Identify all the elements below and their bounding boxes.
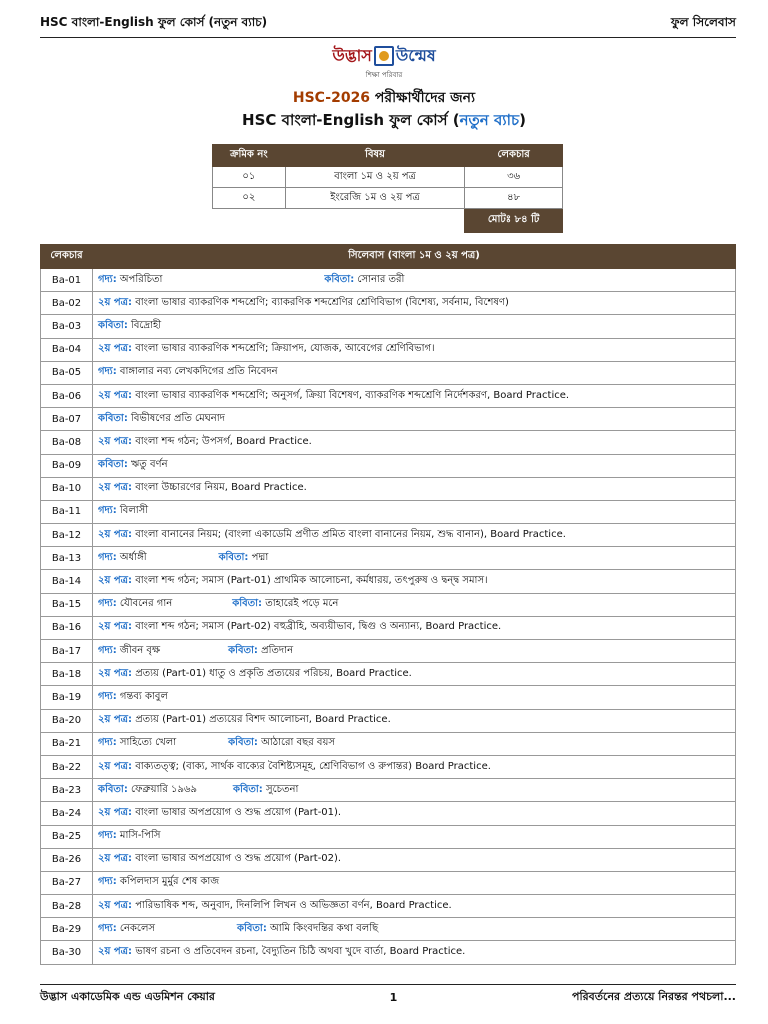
topic-text: ভাষণ রচনা ও প্রতিবেদন রচনা, বৈদ্যুতিন চিঠি অথবা খুদে বার্তা, Board Practice. bbox=[132, 946, 466, 958]
summary-serial: ০১ bbox=[213, 167, 286, 188]
syllabus-col-lecture: লেকচার bbox=[41, 245, 93, 269]
topic-type-label: কবিতা: bbox=[98, 412, 128, 424]
topic-type-label: কবিতা: bbox=[228, 644, 258, 656]
lecture-topic bbox=[93, 825, 736, 848]
topic-type-label: গদ্য: bbox=[98, 922, 117, 934]
lecture-code: Ba-28 bbox=[41, 895, 93, 918]
course-title-end: ) bbox=[519, 111, 526, 129]
lecture-code: Ba-23 bbox=[41, 779, 93, 802]
syllabus-row bbox=[41, 640, 736, 663]
topic-text: বাংলা শব্দ গঠন; সমাস (Part-01) প্রাথমিক আলোচনা, কর্মধারয়, তৎপুরুষ ও দ্বন্দ্ব সমাস। bbox=[132, 575, 488, 587]
topic-text: বাংলা ভাষার অপপ্রয়োগ ও শুদ্ধ প্রয়োগ (Part-02). bbox=[132, 853, 342, 865]
topic-text: সুচেতনা bbox=[262, 783, 299, 795]
page-header bbox=[40, 14, 736, 38]
topic-text: কপিলদাস মুর্মুর শেষ কাজ bbox=[116, 876, 220, 888]
topic-text: বিলাসী bbox=[116, 505, 149, 517]
topic-text: জীবন বৃক্ষ bbox=[116, 644, 161, 656]
syllabus-row bbox=[41, 269, 736, 292]
lecture-topic bbox=[93, 524, 736, 547]
lecture-code: Ba-06 bbox=[41, 384, 93, 407]
topic-type-label: কবিতা: bbox=[218, 551, 249, 563]
topic-type-label: গদ্য: bbox=[98, 551, 117, 563]
lecture-code: Ba-07 bbox=[41, 408, 93, 431]
brand-logo bbox=[300, 44, 468, 78]
lecture-topic bbox=[93, 570, 736, 593]
syllabus-row bbox=[41, 663, 736, 686]
topic-type-label: ২য় পত্র: bbox=[98, 714, 133, 726]
lecture-topic bbox=[93, 361, 736, 384]
topic-type-label: ২য় পত্র: bbox=[98, 667, 133, 679]
lecture-topic bbox=[93, 477, 736, 500]
header-syllabus-label: ফুল সিলেবাস bbox=[670, 15, 736, 29]
topic-type-label: ২য় পত্র: bbox=[98, 435, 133, 447]
topic-type-label: গদ্য: bbox=[98, 690, 117, 702]
topic-text: মাসি-পিসি bbox=[116, 830, 161, 842]
summary-subject: বাংলা ১ম ও ২য় পত্র bbox=[285, 167, 464, 188]
topic-type-label: ২য় পত্র: bbox=[98, 343, 133, 355]
lecture-code: Ba-26 bbox=[41, 848, 93, 871]
topic-text: বাংলা ভাষার ব্যাকরণিক শব্দশ্রেণি; ব্যাকরণিক শব্দশ্রেণির শ্রেণিবিভাগ (বিশেষ্য, সর্বনাম, বিশেষণ) bbox=[132, 296, 509, 308]
lecture-topic bbox=[93, 616, 736, 639]
lecture-topic bbox=[93, 755, 736, 778]
topic-type-label: কবিতা: bbox=[232, 783, 263, 795]
lecture-code: Ba-11 bbox=[41, 500, 93, 523]
exam-year: HSC-2026 bbox=[292, 90, 371, 106]
logo-text-udvash: উদ্ভাস bbox=[332, 45, 372, 65]
lecture-topic bbox=[93, 918, 736, 941]
course-title-main: HSC বাংলা-English ফুল কোর্স ( bbox=[242, 111, 460, 129]
syllabus-row bbox=[41, 292, 736, 315]
lecture-code: Ba-20 bbox=[41, 709, 93, 732]
topic-text: বাঙ্গালার নব্য লেখকদিগের প্রতি নিবেদন bbox=[116, 366, 278, 378]
lecture-topic bbox=[93, 732, 736, 755]
topic-type-label: কবিতা: bbox=[98, 459, 128, 471]
lecture-code: Ba-18 bbox=[41, 663, 93, 686]
syllabus-row bbox=[41, 570, 736, 593]
lecture-topic bbox=[93, 640, 736, 663]
topic-type-label: ২য় পত্র: bbox=[98, 760, 133, 772]
logo-badge-icon bbox=[374, 46, 394, 66]
syllabus-row bbox=[41, 500, 736, 523]
lecture-code: Ba-25 bbox=[41, 825, 93, 848]
syllabus-row bbox=[41, 315, 736, 338]
syllabus-table bbox=[40, 244, 736, 965]
topic-text: বাংলা ভাষার ব্যাকরণিক শব্দশ্রেণি; ক্রিয়াপদ, যোজক, আবেগের শ্রেণিবিভাগ। bbox=[132, 343, 435, 355]
footer-slogan: পরিবর্তনের প্রত্যয়ে নিরন্তর পথচলা... bbox=[572, 990, 736, 1003]
topic-type-label: ২য় পত্র: bbox=[98, 389, 133, 401]
topic-type-label: ২য় পত্র: bbox=[98, 575, 133, 587]
lecture-topic bbox=[93, 408, 736, 431]
syllabus-row bbox=[41, 524, 736, 547]
lecture-code: Ba-13 bbox=[41, 547, 93, 570]
topic-text: নেকলেস bbox=[116, 922, 155, 934]
topic-type-label: ২য় পত্র: bbox=[98, 853, 133, 865]
topic-text: সোনার তরী bbox=[354, 273, 405, 285]
lecture-topic bbox=[93, 384, 736, 407]
topic-text: পারিভাষিক শব্দ, অনুবাদ, দিনলিপি লিখন ও অভিজ্ঞতা বর্ণন, Board Practice. bbox=[132, 899, 452, 911]
summary-col-subject: বিষয় bbox=[285, 145, 464, 167]
syllabus-row bbox=[41, 593, 736, 616]
syllabus-row bbox=[41, 547, 736, 570]
lecture-topic bbox=[93, 802, 736, 825]
lecture-code: Ba-19 bbox=[41, 686, 93, 709]
lecture-topic bbox=[93, 941, 736, 964]
topic-text: বাংলা ভাষার অপপ্রয়োগ ও শুদ্ধ প্রয়োগ (Part-01). bbox=[132, 806, 342, 818]
lecture-topic bbox=[93, 338, 736, 361]
syllabus-row bbox=[41, 477, 736, 500]
syllabus-row bbox=[41, 779, 736, 802]
topic-text: বাংলা উচ্চারণের নিয়ম, Board Practice. bbox=[132, 482, 307, 494]
lecture-code: Ba-15 bbox=[41, 593, 93, 616]
summary-row bbox=[213, 188, 563, 209]
topic-type-label: গদ্য: bbox=[98, 505, 117, 517]
topic-type-label: ২য় পত্র: bbox=[98, 528, 133, 540]
footer-org-name: উদ্ভাস একাডেমিক এন্ড এডমিশন কেয়ার bbox=[40, 990, 215, 1003]
lecture-code: Ba-09 bbox=[41, 454, 93, 477]
topic-text: প্রতিদান bbox=[257, 644, 294, 656]
syllabus-row bbox=[41, 361, 736, 384]
summary-row bbox=[213, 167, 563, 188]
syllabus-row bbox=[41, 802, 736, 825]
topic-type-label: গদ্য: bbox=[98, 598, 117, 610]
lecture-topic bbox=[93, 895, 736, 918]
topic-type-label: ২য় পত্র: bbox=[98, 296, 133, 308]
topic-type-label: গদ্য: bbox=[98, 830, 117, 842]
topic-text: গন্তব্য কাবুল bbox=[116, 690, 168, 702]
topic-text: তাহারেই পড়ে মনে bbox=[262, 598, 339, 610]
lecture-topic bbox=[93, 848, 736, 871]
lecture-topic bbox=[93, 269, 736, 292]
syllabus-row bbox=[41, 408, 736, 431]
topic-text: বাংলা শব্দ গঠন; সমাস (Part-02) বহুব্রীহি, অব্যয়ীভাব, দ্বিগু ও অন্যান্য, Board Practice. bbox=[132, 621, 502, 633]
topic-type-label: গদ্য: bbox=[98, 737, 117, 749]
logo-text-unmesh: উন্মেষ bbox=[395, 45, 436, 65]
topic-text: বিদ্রোহী bbox=[127, 319, 162, 331]
topic-type-label: গদ্য: bbox=[98, 876, 117, 888]
topic-type-label: কবিতা: bbox=[324, 273, 355, 285]
header-course-title: HSC বাংলা-English ফুল কোর্স (নতুন ব্যাচ) bbox=[40, 15, 268, 29]
lecture-code: Ba-12 bbox=[41, 524, 93, 547]
lecture-code: Ba-05 bbox=[41, 361, 93, 384]
topic-type-label: ২য় পত্র: bbox=[98, 899, 133, 911]
lecture-topic bbox=[93, 709, 736, 732]
course-title-batch: নতুন ব্যাচ bbox=[459, 111, 520, 129]
topic-text: বিভীষণের প্রতি মেঘনাদ bbox=[127, 412, 225, 424]
topic-type-label: কবিতা: bbox=[228, 737, 258, 749]
syllabus-row bbox=[41, 918, 736, 941]
syllabus-row bbox=[41, 848, 736, 871]
topic-type-label: কবিতা: bbox=[98, 319, 128, 331]
lecture-code: Ba-29 bbox=[41, 918, 93, 941]
lecture-topic bbox=[93, 454, 736, 477]
summary-subject: ইংরেজি ১ম ও ২য় পত্র bbox=[285, 188, 464, 209]
lecture-code: Ba-27 bbox=[41, 871, 93, 894]
syllabus-row bbox=[41, 454, 736, 477]
summary-col-lectures: লেকচার bbox=[465, 145, 563, 167]
lecture-code: Ba-14 bbox=[41, 570, 93, 593]
syllabus-row bbox=[41, 686, 736, 709]
lecture-code: Ba-04 bbox=[41, 338, 93, 361]
summary-total-row bbox=[213, 209, 563, 233]
exam-year-title bbox=[0, 86, 768, 110]
summary-serial: ০২ bbox=[213, 188, 286, 209]
topic-type-label: ২য় পত্র: bbox=[98, 946, 133, 958]
syllabus-row bbox=[41, 941, 736, 964]
topic-text: পদ্মা bbox=[248, 551, 269, 563]
lecture-code: Ba-21 bbox=[41, 732, 93, 755]
lecture-topic bbox=[93, 871, 736, 894]
lecture-topic bbox=[93, 431, 736, 454]
topic-type-label: কবিতা: bbox=[232, 598, 263, 610]
syllabus-row bbox=[41, 384, 736, 407]
footer-page-number: 1 bbox=[389, 991, 398, 1004]
summary-total: মোটঃ ৮৪ টি bbox=[465, 209, 563, 233]
topic-text: অপরিচিতা bbox=[116, 273, 163, 285]
syllabus-row bbox=[41, 431, 736, 454]
syllabus-row bbox=[41, 338, 736, 361]
topic-type-label: ২য় পত্র: bbox=[98, 482, 133, 494]
lecture-code: Ba-08 bbox=[41, 431, 93, 454]
topic-text: প্রত্যয় (Part-01) প্রত্যয়ের বিশদ আলোচনা, Board Practice. bbox=[132, 714, 391, 726]
topic-text: আঠারো বছর বয়স bbox=[257, 737, 335, 749]
summary-header-row bbox=[213, 145, 563, 167]
topic-type-label: ২য় পত্র: bbox=[98, 621, 133, 633]
topic-text: সাহিত্যে খেলা bbox=[116, 737, 177, 749]
topic-type-label: কবিতা: bbox=[237, 922, 267, 934]
topic-text: ঋতু বর্ণন bbox=[127, 459, 168, 471]
lecture-topic bbox=[93, 547, 736, 570]
syllabus-header-row bbox=[41, 245, 736, 269]
lecture-code: Ba-02 bbox=[41, 292, 93, 315]
logo-tagline: শিক্ষা পরিবার bbox=[365, 71, 403, 79]
syllabus-row bbox=[41, 871, 736, 894]
syllabus-row bbox=[41, 755, 736, 778]
lecture-topic bbox=[93, 593, 736, 616]
lecture-topic bbox=[93, 663, 736, 686]
summary-lectures: ৩৬ bbox=[465, 167, 563, 188]
lecture-code: Ba-22 bbox=[41, 755, 93, 778]
topic-text: বাংলা শব্দ গঠন; উপসর্গ, Board Practice. bbox=[132, 435, 312, 447]
summary-table bbox=[212, 144, 563, 233]
exam-year-rest: পরীক্ষার্থীদের জন্য bbox=[370, 90, 476, 106]
lecture-topic bbox=[93, 686, 736, 709]
syllabus-row bbox=[41, 732, 736, 755]
topic-text: আমি কিংবদন্তির কথা বলছি bbox=[266, 922, 379, 934]
topic-type-label: গদ্য: bbox=[98, 644, 117, 656]
syllabus-row bbox=[41, 825, 736, 848]
lecture-topic bbox=[93, 779, 736, 802]
topic-text: প্রত্যয় (Part-01) ধাতু ও প্রকৃতি প্রত্যয়ের পরিচয়, Board Practice. bbox=[132, 667, 412, 679]
course-title bbox=[0, 109, 768, 134]
topic-text: অর্ধাঙ্গী bbox=[116, 551, 147, 563]
summary-col-serial: ক্রমিক নং bbox=[213, 145, 286, 167]
syllabus-col-topic: সিলেবাস (বাংলা ১ম ও ২য় পত্র) bbox=[93, 245, 736, 269]
topic-text: যৌবনের গান bbox=[116, 598, 173, 610]
topic-text: বাক্যতত্ত্ব; (বাক্য, সার্থক বাক্যের বৈশিষ্ট্যসমূহ, শ্রেণিবিভাগ ও রুপান্তর) Board Practice. bbox=[132, 760, 491, 772]
lecture-code: Ba-24 bbox=[41, 802, 93, 825]
page-footer bbox=[40, 984, 736, 1006]
summary-lectures: ৪৮ bbox=[465, 188, 563, 209]
topic-text: ফেব্রুয়ারি ১৯৬৯ bbox=[127, 783, 197, 795]
topic-text: বাংলা ভাষার ব্যাকরণিক শব্দশ্রেণি; অনুসর্গ, ক্রিয়া বিশেষণ, ব্যাকরণিক শব্দশ্রেণি নির্দেশকরণ, Board Practice. bbox=[132, 389, 570, 401]
lecture-code: Ba-01 bbox=[41, 269, 93, 292]
topic-type-label: গদ্য: bbox=[98, 366, 117, 378]
lecture-code: Ba-03 bbox=[41, 315, 93, 338]
lecture-code: Ba-10 bbox=[41, 477, 93, 500]
lecture-topic bbox=[93, 315, 736, 338]
topic-text: বাংলা বানানের নিয়ম; (বাংলা একাডেমি প্রণীত প্রমিত বাংলা বানানের নিয়ম, শুদ্ধ বানান), Board Practice. bbox=[132, 528, 566, 540]
syllabus-body bbox=[41, 269, 736, 965]
lecture-code: Ba-30 bbox=[41, 941, 93, 964]
syllabus-row bbox=[41, 709, 736, 732]
lecture-code: Ba-17 bbox=[41, 640, 93, 663]
topic-type-label: ২য় পত্র: bbox=[98, 806, 133, 818]
topic-type-label: গদ্য: bbox=[98, 273, 117, 285]
syllabus-row bbox=[41, 895, 736, 918]
lecture-topic bbox=[93, 500, 736, 523]
lecture-code: Ba-16 bbox=[41, 616, 93, 639]
syllabus-row bbox=[41, 616, 736, 639]
topic-type-label: কবিতা: bbox=[98, 783, 128, 795]
lecture-topic bbox=[93, 292, 736, 315]
